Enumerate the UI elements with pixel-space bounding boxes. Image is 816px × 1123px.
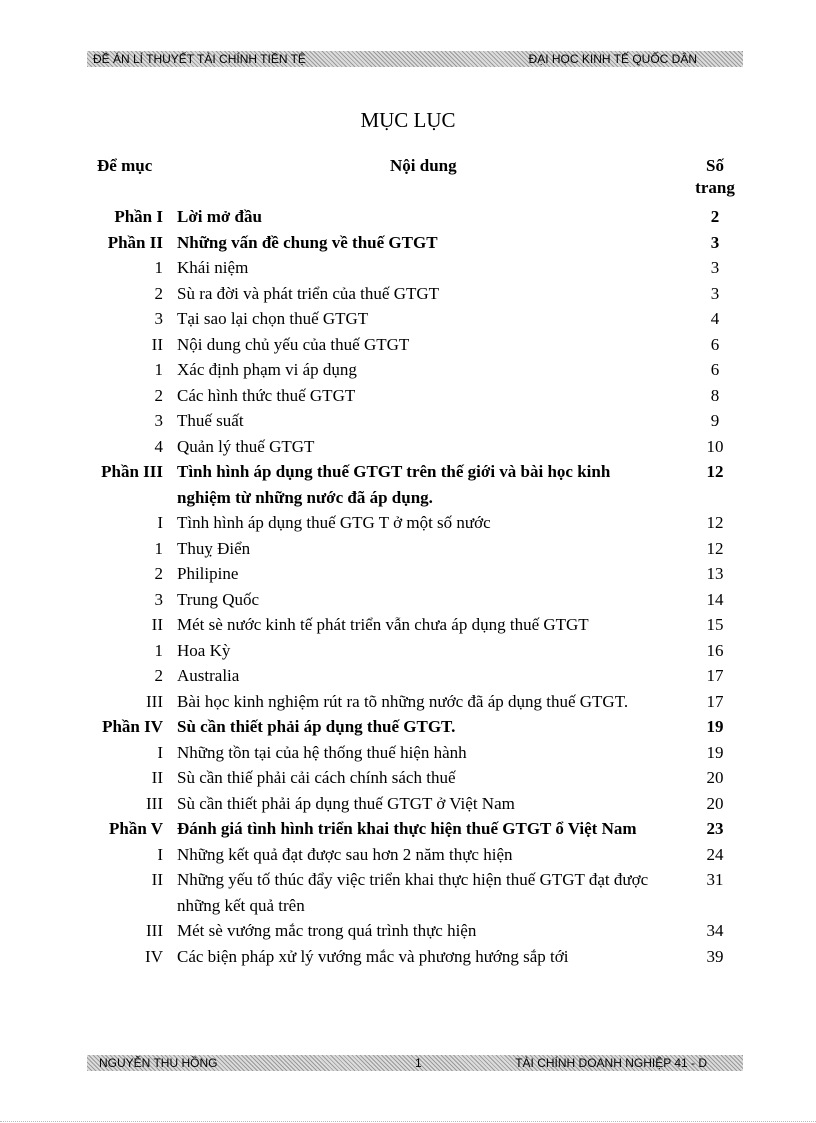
toc-entry-title: Philipine (177, 564, 239, 583)
toc-section-number: 3 (154, 309, 163, 328)
toc-entry-title: Trung Quốc (177, 589, 260, 609)
column-header-page: Số trang (695, 156, 735, 197)
toc-entry-title: Nội dung chủ yếu của thuế GTGT (177, 334, 410, 354)
toc-entry-title: Lời mở đầu (177, 207, 262, 226)
toc-section-number: III (146, 921, 163, 940)
toc-page-number: 12 (706, 513, 724, 532)
toc-entry-title: Các hình thức thuế GTGT (177, 385, 356, 405)
toc-section-number: Phần III (101, 462, 163, 481)
toc-page-number: 6 (710, 360, 720, 379)
footer-page-number: 1 (415, 1056, 422, 1070)
toc-section-number: IV (145, 946, 163, 966)
toc-row (0, 561, 816, 587)
toc-row (0, 816, 816, 842)
toc-row (0, 306, 816, 332)
toc-page-number: 16 (706, 640, 724, 660)
toc-row (0, 918, 816, 944)
toc-row (0, 383, 816, 409)
toc-page-number: 3 (710, 232, 720, 252)
toc-page-number: 10 (706, 436, 724, 456)
toc-row (0, 459, 816, 510)
toc-row (0, 663, 816, 689)
toc-page-number: 39 (706, 946, 724, 966)
toc-row (0, 944, 816, 970)
toc-page-number: 31 (706, 870, 724, 889)
toc-section-number: 2 (154, 385, 163, 405)
toc-row (0, 255, 816, 281)
toc-page-number: 23 (706, 819, 724, 838)
toc-entry-title: Quản lý thuế GTGT (177, 436, 315, 456)
toc-entry-title: Các biện pháp xử lý vướng mắc và phương hướng sắp tới (177, 946, 569, 966)
footer-class: TÀI CHÍNH DOANH NGHIỆP 41 - D (515, 1056, 707, 1070)
toc-row (0, 638, 816, 664)
toc-entry-title: Sù cần thiết phải áp dụng thuế GTGT ở Việt Nam (177, 793, 515, 813)
toc-page-number: 14 (706, 589, 724, 609)
toc-section-number: II (151, 768, 163, 787)
toc-section-number: 1 (154, 258, 163, 277)
toc-entry-title: Mét sè vướng mắc trong quá trình thực hiện (177, 921, 477, 940)
toc-section-number: I (157, 844, 163, 864)
toc-section-number: II (151, 870, 163, 889)
toc-page-number: 2 (710, 207, 720, 226)
toc-section-number: Phần IV (102, 717, 163, 736)
toc-row (0, 204, 816, 230)
toc-section-number: II (151, 334, 163, 354)
toc-row (0, 230, 816, 256)
toc-page-number: 17 (706, 666, 724, 685)
toc-section-number: 3 (154, 411, 163, 430)
toc-row (0, 867, 816, 918)
toc-row (0, 612, 816, 638)
toc-row (0, 408, 816, 434)
toc-page-number: 20 (706, 768, 724, 787)
toc-row (0, 332, 816, 358)
toc-page-number: 4 (710, 309, 720, 328)
toc-entry-title: Những vấn đề chung về thuế GTGT (177, 232, 438, 252)
toc-section-number: Phần I (114, 207, 163, 226)
toc-page-number: 3 (710, 258, 720, 277)
toc-page-number: 17 (706, 691, 724, 711)
toc-row (0, 587, 816, 613)
toc-page-number: 19 (706, 742, 724, 762)
toc-section-number: 1 (154, 360, 163, 379)
toc-section-number: III (146, 793, 163, 813)
toc-entry-title: Tình hình áp dụng thuế GTG T ở một số nước (177, 513, 491, 532)
toc-page-number: 3 (710, 283, 720, 303)
toc-row (0, 434, 816, 460)
toc-section-number: 1 (154, 538, 163, 558)
toc-section-number: 2 (154, 283, 163, 303)
toc-row (0, 714, 816, 740)
toc-entry-title: Sù cần thiết phải áp dụng thuế GTGT. (177, 717, 456, 736)
footer-author: NGUYỄN THU HỒNG (99, 1056, 218, 1070)
toc-section-number: 2 (154, 666, 163, 685)
toc-page-number: 20 (706, 793, 724, 813)
toc-entry-title: Những yếu tố thúc đẩy việc triển khai thực hiện thuế GTGT đạt được những kết quả trên (177, 870, 649, 915)
column-header-content: Nội dung (390, 156, 457, 175)
toc-row (0, 740, 816, 766)
toc-page-number: 8 (710, 385, 720, 405)
toc-entry-title: Tại sao lại chọn thuế GTGT (177, 309, 369, 328)
toc-section-number: 3 (154, 589, 163, 609)
toc-page-number: 9 (710, 411, 720, 430)
toc-page-number: 12 (706, 462, 724, 481)
toc-row (0, 842, 816, 868)
toc-entry-title: Mét sè nước kinh tế phát triển vẫn chưa áp dụng thuế GTGT (177, 615, 589, 634)
toc-entry-title: Sù cần thiế phải cải cách chính sách thuế (177, 768, 456, 787)
toc-section-number: I (157, 742, 163, 762)
toc-row (0, 765, 816, 791)
toc-page-number: 34 (706, 921, 724, 940)
toc-entry-title: Hoa Kỳ (177, 640, 231, 660)
toc-section-number: I (157, 513, 163, 532)
toc-entry-title: Những tồn tại của hệ thống thuế hiện hành (177, 742, 467, 762)
toc-section-number: II (151, 615, 163, 634)
toc-entry-title: Bài học kinh nghiệm rút ra tõ những nước đã áp dụng thuế GTGT. (177, 691, 629, 711)
toc-page-number: 19 (706, 717, 724, 736)
toc-entry-title: Những kết quả đạt được sau hơn 2 năm thực hiện (177, 844, 513, 864)
toc-section-number: Phần V (108, 819, 163, 838)
toc-page-number: 13 (706, 564, 724, 583)
page-footer (87, 1055, 743, 1071)
toc-page-number: 12 (706, 538, 724, 558)
toc-entry-title: Thuế suất (177, 411, 244, 430)
toc-entry-title: Thuỵ Điển (177, 538, 251, 558)
toc-row (0, 536, 816, 562)
toc-entry-title: Tình hình áp dụng thuế GTGT trên thế giới và bài học kinh nghiệm từ những nước đã áp dụng. (177, 462, 611, 507)
header-right-text: ĐẠI HỌC KINH TẾ QUỐC DÂN (528, 52, 697, 66)
toc-row (0, 791, 816, 817)
toc-section-number: Phần II (107, 232, 163, 252)
toc-section-number: III (146, 691, 163, 711)
toc-row (0, 281, 816, 307)
page-title: MỤC LỤC (360, 108, 456, 132)
toc-entry-title: Khái niệm (177, 258, 249, 277)
table-of-contents (0, 204, 816, 969)
toc-row (0, 689, 816, 715)
header-left-text: ĐỀ ÁN LÍ THUYẾT TÀI CHÍNH TIỀN TỆ (93, 52, 306, 66)
toc-section-number: 2 (154, 564, 163, 583)
toc-entry-title: Australia (177, 666, 240, 685)
toc-entry-title: Sù ra đời và phát triển của thuế GTGT (177, 283, 440, 303)
column-header-section: Để mục (97, 156, 153, 175)
toc-entry-title: Xác định phạm vi áp dụng (177, 360, 357, 379)
toc-row (0, 510, 816, 536)
toc-entry-title: Đánh giá tình hình triển khai thực hiện thuế GTGT ổ Việt Nam (177, 819, 637, 838)
toc-page-number: 6 (710, 334, 720, 354)
toc-page-number: 15 (706, 615, 724, 634)
toc-section-number: 1 (154, 640, 163, 660)
toc-page-number: 24 (706, 844, 724, 864)
toc-section-number: 4 (154, 436, 163, 456)
toc-row (0, 357, 816, 383)
page-header (87, 51, 743, 67)
